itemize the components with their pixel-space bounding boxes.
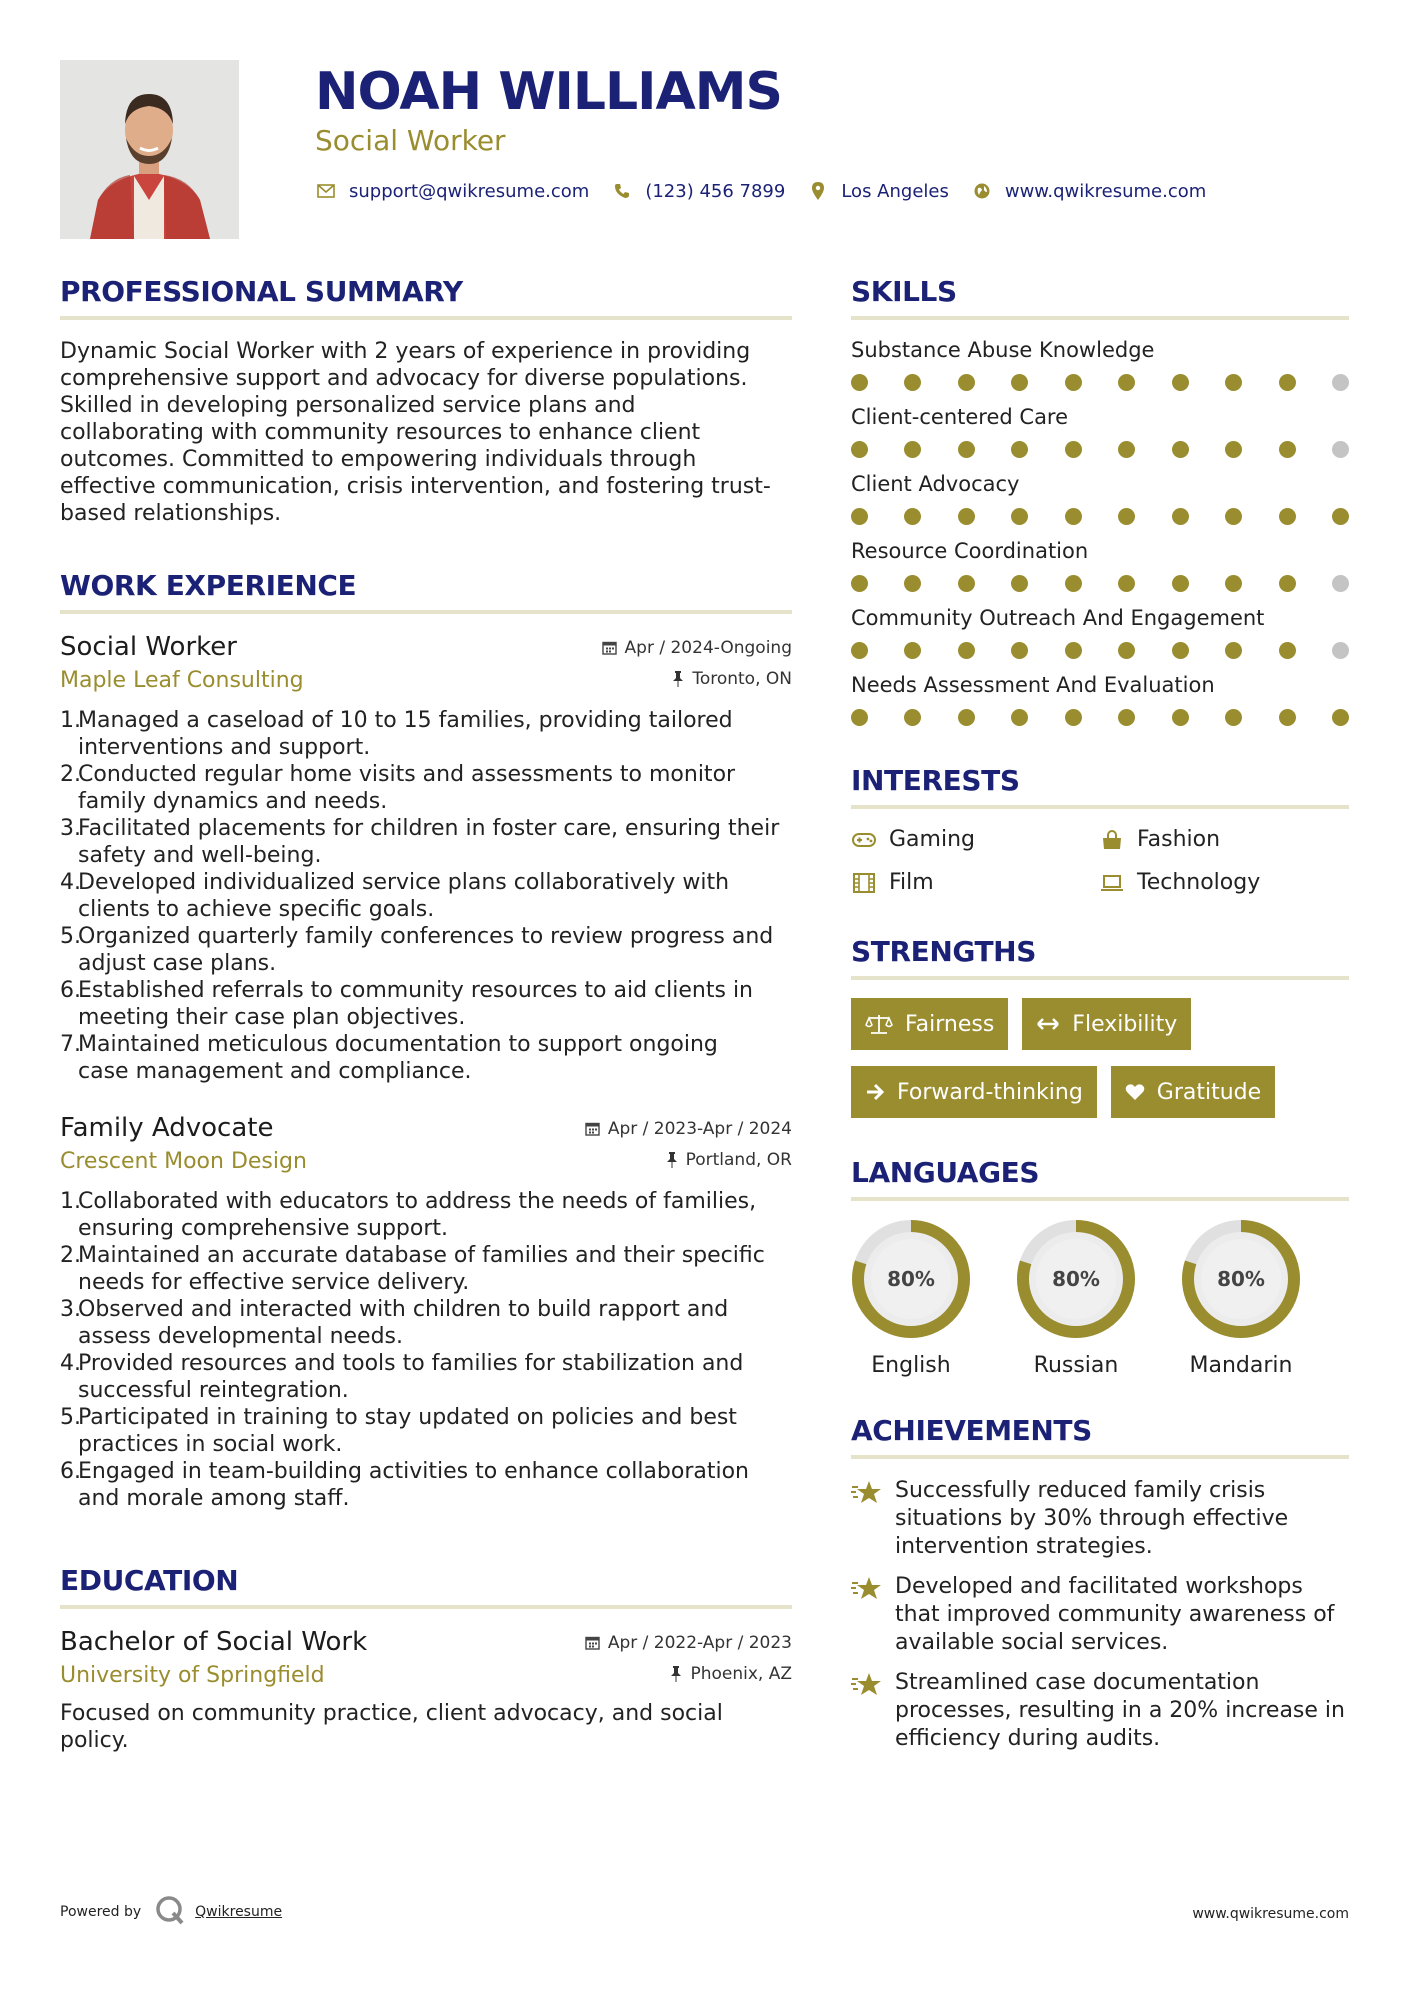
list-item: [60, 869, 792, 923]
interests-heading: INTERESTS: [851, 764, 1349, 809]
interest-item: [1099, 827, 1347, 852]
language-percent: 80%: [1217, 1267, 1265, 1291]
language-name: Mandarin: [1189, 1353, 1293, 1378]
list-item-line: Observed and interacted with children to build rapport and: [78, 1297, 729, 1322]
interest-item: [851, 870, 1099, 895]
list-item-line: practices in social work.: [78, 1432, 343, 1457]
rating-dot-filled: [851, 709, 868, 726]
education-entry: [60, 1627, 792, 1754]
responsibility-list: [60, 707, 792, 1085]
contact-bar: [315, 180, 1228, 202]
qwikresume-logo-icon: [155, 1895, 185, 1929]
star-icon: [851, 1669, 895, 1753]
list-number: 5.: [60, 924, 81, 949]
list-item: [60, 1404, 792, 1458]
rating-dot-empty: [1332, 374, 1349, 391]
list-item-line: Participated in training to stay updated on policies and best: [78, 1405, 737, 1430]
rating-dot-filled: [1065, 441, 1082, 458]
job-location-text: Toronto, ON: [692, 669, 792, 689]
summary-line: Skilled in developing personalized service plans and: [60, 393, 636, 418]
interest-label: Fashion: [1137, 827, 1221, 852]
interest-item: [1099, 870, 1347, 895]
calendar-icon: [602, 640, 617, 655]
list-item: [60, 977, 792, 1031]
summary-line: based relationships.: [60, 501, 282, 526]
rating-dot-filled: [851, 374, 868, 391]
education-date: [585, 1633, 792, 1653]
skill-item: [851, 472, 1349, 525]
balance-scale-icon: [865, 1013, 893, 1035]
skill-item: [851, 338, 1349, 391]
rating-dot-filled: [1225, 709, 1242, 726]
rating-dot-filled: [1118, 709, 1135, 726]
rating-dot-filled: [1279, 508, 1296, 525]
left-column: [60, 275, 792, 1754]
rating-dot-filled: [1065, 642, 1082, 659]
list-item: [60, 1242, 792, 1296]
list-number: 6.: [60, 978, 81, 1003]
skill-item: [851, 673, 1349, 726]
list-item-line: assess developmental needs.: [78, 1324, 404, 1349]
list-item-line: Provided resources and tools to families for stabilization and: [78, 1351, 744, 1376]
achievement-line: processes, resulting in a 20% increase in: [895, 1698, 1345, 1723]
rating-dot-filled: [1118, 441, 1135, 458]
list-item-line: safety and well-being.: [78, 843, 322, 868]
candidate-role: Social Worker: [315, 124, 506, 157]
list-number: 2.: [60, 1243, 81, 1268]
list-item-line: needs for effective service delivery.: [78, 1270, 470, 1295]
achievement-line: that improved community awareness of: [895, 1602, 1335, 1627]
list-item: [60, 1350, 792, 1404]
list-number: 2.: [60, 762, 81, 787]
achievement-item: [851, 1573, 1349, 1657]
rating-dot-filled: [904, 642, 921, 659]
list-item-text: [78, 1188, 756, 1242]
shopping-bag-icon: [1099, 829, 1125, 851]
language-item: [1016, 1219, 1136, 1378]
list-item-line: clients to achieve specific goals.: [78, 897, 435, 922]
list-item-text: [78, 707, 733, 761]
list-item-line: adjust case plans.: [78, 951, 277, 976]
list-item-line: Conducted regular home visits and assessments to monitor: [78, 762, 736, 787]
education-date-text: Apr / 2022-Apr / 2023: [607, 1632, 792, 1653]
language-ring: [851, 1219, 971, 1339]
list-item-text: [78, 923, 773, 977]
rating-dot-filled: [1118, 642, 1135, 659]
rating-dot-filled: [1065, 508, 1082, 525]
star-icon: [851, 1573, 895, 1657]
pin-icon: [672, 671, 684, 687]
list-item: [60, 707, 792, 761]
skill-item: [851, 606, 1349, 659]
strengths-heading: STRENGTHS: [851, 935, 1349, 980]
strength-badge: [1022, 998, 1191, 1050]
phone-icon: [611, 180, 633, 202]
powered-by-text: Powered by: [60, 1904, 142, 1920]
profile-photo: [60, 60, 239, 239]
list-number: 5.: [60, 1405, 81, 1430]
list-item-line: Maintained an accurate database of families and their specific: [78, 1243, 765, 1268]
rating-dot-filled: [1225, 508, 1242, 525]
list-item-text: [78, 869, 729, 923]
rating-dot-filled: [1118, 575, 1135, 592]
language-item: [851, 1219, 971, 1378]
pin-icon: [666, 1152, 678, 1168]
school-name: University of Springfield: [60, 1663, 325, 1688]
rating-dot-filled: [958, 575, 975, 592]
rating-dot-filled: [958, 374, 975, 391]
rating-dot-filled: [1279, 575, 1296, 592]
list-item-line: Facilitated placements for children in foster care, ensuring their: [78, 816, 780, 841]
rating-dot-empty: [1332, 642, 1349, 659]
rating-dot-filled: [1279, 374, 1296, 391]
strength-badge: [851, 998, 1008, 1050]
job-list: [60, 632, 792, 1512]
rating-dot-filled: [904, 374, 921, 391]
envelope-icon: [315, 180, 337, 202]
summary-line: outcomes. Committed to empowering individuals through: [60, 447, 697, 472]
interest-label: Gaming: [889, 827, 975, 852]
list-item-line: Maintained meticulous documentation to support ongoing: [78, 1032, 718, 1057]
contact-location: Los Angeles: [841, 180, 949, 202]
skill-rating: [851, 642, 1349, 659]
footer-powered: [60, 1895, 282, 1929]
achievement-line: efficiency during audits.: [895, 1726, 1161, 1751]
job-title: Social Worker: [60, 632, 237, 662]
interest-label: Film: [889, 870, 934, 895]
rating-dot-filled: [851, 441, 868, 458]
star-icon: [851, 1477, 895, 1561]
skill-name: Client-centered Care: [851, 405, 1069, 429]
list-item-line: Engaged in team-building activities to enhance collaboration: [78, 1459, 749, 1484]
rating-dot-filled: [1225, 642, 1242, 659]
achievement-text: [895, 1477, 1288, 1561]
job-entry: [60, 632, 792, 1085]
contact-website[interactable]: www.qwikresume.com: [1004, 180, 1207, 202]
job-date: [585, 1119, 792, 1139]
achievement-line: Successfully reduced family crisis: [895, 1478, 1266, 1503]
list-item: [60, 1458, 792, 1512]
education-heading: EDUCATION: [60, 1564, 792, 1609]
summary-line: Dynamic Social Worker with 2 years of experience in providing: [60, 339, 751, 364]
language-percent: 80%: [1052, 1267, 1100, 1291]
rating-dot-filled: [851, 642, 868, 659]
rating-dot-filled: [1011, 642, 1028, 659]
list-item: [60, 815, 792, 869]
skill-name: Resource Coordination: [851, 539, 1089, 563]
education-description: [60, 1700, 792, 1754]
achievement-item: [851, 1669, 1349, 1753]
job-company-row: [60, 668, 792, 693]
rating-dot-filled: [1279, 441, 1296, 458]
rating-dot-filled: [904, 709, 921, 726]
language-name: English: [871, 1353, 951, 1378]
rating-dot-filled: [1225, 374, 1242, 391]
rating-dot-filled: [1172, 709, 1189, 726]
rating-dot-filled: [958, 642, 975, 659]
strengths-list: [851, 998, 1349, 1118]
strength-label: Fairness: [905, 1011, 995, 1037]
language-percent: 80%: [887, 1267, 935, 1291]
rating-dot-filled: [1279, 709, 1296, 726]
contact-phone[interactable]: (123) 456 7899: [645, 180, 786, 202]
achievement-line: available social services.: [895, 1630, 1169, 1655]
achievement-text: [895, 1669, 1345, 1753]
rating-dot-filled: [1011, 441, 1028, 458]
achievement-line: situations by 30% through effective: [895, 1506, 1289, 1531]
globe-icon: [971, 180, 993, 202]
list-item-line: interventions and support.: [78, 735, 371, 760]
rating-dot-filled: [958, 441, 975, 458]
achievement-line: Developed and facilitated workshops: [895, 1574, 1303, 1599]
skill-name: Community Outreach And Engagement: [851, 606, 1265, 630]
summary-line: comprehensive support and advocacy for diverse populations.: [60, 366, 748, 391]
summary-line: collaborating with community resources to enhance client: [60, 420, 701, 445]
list-item-text: [78, 977, 753, 1031]
strength-badge: [851, 1066, 1097, 1118]
skill-rating: [851, 441, 1349, 458]
gamepad-icon: [851, 829, 877, 851]
skill-rating: [851, 508, 1349, 525]
arrows-horizontal-icon: [1036, 1017, 1060, 1031]
list-number: 1.: [60, 1189, 81, 1214]
languages-list: [851, 1219, 1349, 1378]
skill-rating: [851, 709, 1349, 726]
language-ring: [1016, 1219, 1136, 1339]
summary-heading: PROFESSIONAL SUMMARY: [60, 275, 792, 320]
list-item-line: case management and compliance.: [78, 1059, 472, 1084]
responsibility-list: [60, 1188, 792, 1512]
rating-dot-filled: [1279, 642, 1296, 659]
company-name: Crescent Moon Design: [60, 1149, 307, 1174]
skill-name: Needs Assessment And Evaluation: [851, 673, 1215, 697]
rating-dot-filled: [1172, 575, 1189, 592]
footer-site[interactable]: www.qwikresume.com: [1192, 1906, 1349, 1922]
rating-dot-filled: [904, 508, 921, 525]
pin-icon: [670, 1666, 682, 1682]
work-heading: WORK EXPERIENCE: [60, 569, 792, 614]
film-icon: [851, 872, 877, 894]
rating-dot-filled: [851, 575, 868, 592]
list-item-line: Established referrals to community resources to aid clients in: [78, 978, 753, 1003]
strength-label: Flexibility: [1072, 1011, 1178, 1037]
job-date-text: Apr / 2024-Ongoing: [624, 637, 792, 658]
language-item: [1181, 1219, 1301, 1378]
list-item: [60, 1031, 792, 1085]
rating-dot-filled: [904, 441, 921, 458]
list-item: [60, 761, 792, 815]
list-item-text: [78, 1031, 718, 1085]
rating-dot-filled: [958, 709, 975, 726]
rating-dot-filled: [1172, 374, 1189, 391]
list-item: [60, 1188, 792, 1242]
rating-dot-filled: [1065, 709, 1082, 726]
calendar-icon: [585, 1635, 600, 1650]
interest-label: Technology: [1137, 870, 1261, 895]
rating-dot-filled: [1011, 374, 1028, 391]
skill-item: [851, 405, 1349, 458]
rating-dot-filled: [851, 508, 868, 525]
list-number: 4.: [60, 870, 81, 895]
strength-label: Forward-thinking: [897, 1079, 1083, 1105]
heart-icon: [1125, 1083, 1145, 1101]
skill-rating: [851, 374, 1349, 391]
list-item-text: [78, 1242, 765, 1296]
language-name: Russian: [1033, 1353, 1119, 1378]
qwikresume-link[interactable]: Qwikresume: [195, 1904, 283, 1920]
rating-dot-filled: [1225, 441, 1242, 458]
job-date: [602, 638, 792, 658]
list-item-text: [78, 815, 779, 869]
list-item-line: ensuring comprehensive support.: [78, 1216, 448, 1241]
list-number: 6.: [60, 1459, 81, 1484]
list-item: [60, 1296, 792, 1350]
rating-dot-filled: [1332, 709, 1349, 726]
skill-item: [851, 539, 1349, 592]
rating-dot-filled: [1065, 374, 1082, 391]
education-location-text: Phoenix, AZ: [690, 1664, 792, 1684]
language-ring: [1181, 1219, 1301, 1339]
rating-dot-filled: [1065, 575, 1082, 592]
interest-item: [851, 827, 1099, 852]
strength-label: Gratitude: [1156, 1079, 1262, 1105]
rating-dot-filled: [1172, 508, 1189, 525]
languages-heading: LANGUAGES: [851, 1156, 1349, 1201]
list-number: 3.: [60, 816, 81, 841]
list-item-text: [78, 1404, 737, 1458]
rating-dot-filled: [1118, 374, 1135, 391]
job-title: Family Advocate: [60, 1113, 274, 1143]
achievements-heading: ACHIEVEMENTS: [851, 1414, 1349, 1459]
skills-list: [851, 338, 1349, 726]
rating-dot-filled: [904, 575, 921, 592]
job-date-text: Apr / 2023-Apr / 2024: [607, 1118, 792, 1139]
rating-dot-filled: [1172, 441, 1189, 458]
list-item-text: [78, 1350, 743, 1404]
list-item-line: Developed individualized service plans collaboratively with: [78, 870, 730, 895]
rating-dot-filled: [1011, 508, 1028, 525]
list-number: 3.: [60, 1297, 81, 1322]
job-header-row: [60, 632, 792, 662]
job-header-row: [60, 1113, 792, 1143]
rating-dot-empty: [1332, 575, 1349, 592]
map-marker-icon: [807, 180, 829, 202]
skill-rating: [851, 575, 1349, 592]
degree-title: Bachelor of Social Work: [60, 1627, 368, 1657]
list-item-line: Managed a caseload of 10 to 15 families, providing tailored: [78, 708, 733, 733]
list-item-line: Collaborated with educators to address the needs of families,: [78, 1189, 757, 1214]
list-item-text: [78, 761, 735, 815]
interests-list: [851, 827, 1349, 895]
company-name: Maple Leaf Consulting: [60, 668, 304, 693]
strength-badge: [1111, 1066, 1275, 1118]
list-number: 7.: [60, 1032, 81, 1057]
job-company-row: [60, 1149, 792, 1174]
arrow-right-icon: [865, 1083, 885, 1101]
skills-heading: SKILLS: [851, 275, 1349, 320]
job-entry: [60, 1113, 792, 1512]
rating-dot-filled: [1118, 508, 1135, 525]
rating-dot-filled: [1332, 508, 1349, 525]
achievement-line: intervention strategies.: [895, 1534, 1153, 1559]
education-location: [670, 1664, 792, 1684]
education-line: policy.: [60, 1728, 129, 1753]
contact-email[interactable]: support@qwikresume.com: [349, 180, 590, 202]
rating-dot-filled: [1011, 709, 1028, 726]
summary-text: [60, 338, 792, 527]
list-item: [60, 923, 792, 977]
laptop-icon: [1099, 872, 1125, 894]
achievement-item: [851, 1477, 1349, 1561]
achievement-line: Streamlined case documentation: [895, 1670, 1260, 1695]
list-item-text: [78, 1458, 749, 1512]
achievements-list: [851, 1477, 1349, 1753]
list-item-line: and morale among staff.: [78, 1486, 350, 1511]
list-item-text: [78, 1296, 728, 1350]
job-location-text: Portland, OR: [685, 1150, 792, 1170]
rating-dot-filled: [1172, 642, 1189, 659]
list-number: 4.: [60, 1351, 81, 1376]
list-item-line: successful reintegration.: [78, 1378, 349, 1403]
list-number: 1.: [60, 708, 81, 733]
skill-name: Substance Abuse Knowledge: [851, 338, 1155, 362]
list-item-line: meeting their case plan objectives.: [78, 1005, 466, 1030]
list-item-line: Organized quarterly family conferences to review progress and: [78, 924, 774, 949]
job-location: [672, 669, 792, 689]
right-column: [851, 275, 1349, 1765]
rating-dot-filled: [958, 508, 975, 525]
rating-dot-filled: [1225, 575, 1242, 592]
summary-line: effective communication, crisis intervention, and fostering trust-: [60, 474, 771, 499]
list-item-line: family dynamics and needs.: [78, 789, 388, 814]
achievement-text: [895, 1573, 1334, 1657]
calendar-icon: [585, 1121, 600, 1136]
skill-name: Client Advocacy: [851, 472, 1020, 496]
rating-dot-empty: [1332, 441, 1349, 458]
candidate-name: NOAH WILLIAMS: [315, 62, 782, 122]
education-line: Focused on community practice, client advocacy, and social: [60, 1701, 723, 1726]
job-location: [666, 1150, 792, 1170]
rating-dot-filled: [1011, 575, 1028, 592]
